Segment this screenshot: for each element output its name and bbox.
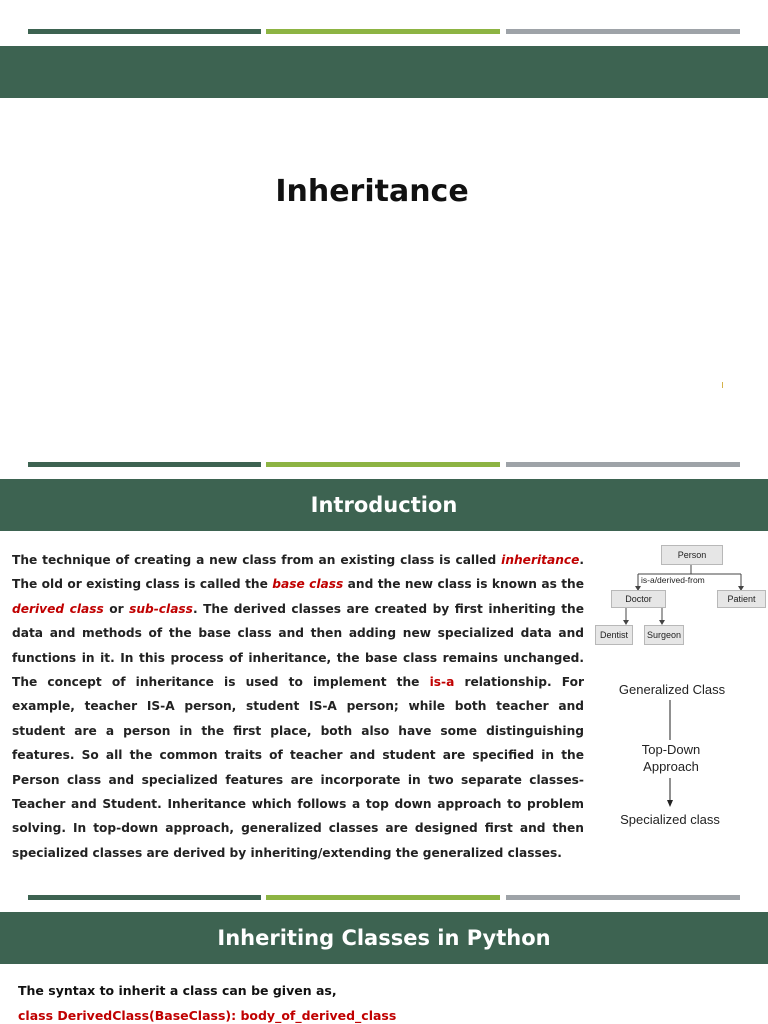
syntax-intro: The syntax to inherit a class can be given as, — [18, 983, 337, 998]
stripe-gray — [506, 29, 740, 34]
emphasized-term: derived class — [12, 601, 104, 616]
specialized-class-label: Specialized class — [620, 812, 720, 827]
intro-paragraph — [12, 548, 584, 865]
syntax-code: class DerivedClass(BaseClass): body_of_derived_class — [18, 1008, 397, 1023]
section-heading-introduction — [0, 479, 768, 531]
tree-edge-label: is-a/derived-from — [641, 575, 705, 585]
tree-node-surgeon: Surgeon — [644, 625, 684, 645]
generalized-class-label: Generalized Class — [618, 682, 726, 697]
emphasized-term: base class — [272, 577, 344, 592]
paragraph-text: and the new class is known as the — [343, 577, 584, 592]
section-heading-inheriting-classes — [0, 912, 768, 964]
stripe-gray — [506, 462, 740, 467]
emphasized-term: inheritance — [501, 553, 580, 567]
approach-label: Approach — [643, 759, 699, 774]
title-band — [0, 46, 768, 98]
stripe-dark — [28, 462, 261, 467]
stripe-green — [266, 29, 500, 34]
paragraph-text: . The old or existing class is called the — [12, 553, 584, 592]
top-down-label: Top-Down — [641, 742, 701, 757]
tree-node-dentist: Dentist — [595, 625, 633, 645]
stripe-dark — [28, 895, 261, 900]
decorative-mark — [722, 382, 723, 388]
paragraph-text: relationship. For example, teacher IS-A person, student IS-A person; while both teacher and student are a person in the first place, both also have some distinguishing features. So all the common traits of teacher and student are specified in the Person class and specialized features are incorporate in two separate classes- Teacher and Student. Inheritance which follows a top down approach to problem solving. In top-down approach, generalized classes are designed first and then specialized classes are derived by inheriting/extending the generalized classes. — [12, 675, 584, 860]
emphasized-term: is-a — [429, 675, 455, 690]
paragraph-text: The technique of creating a new class from an existing class is called — [12, 553, 502, 567]
stripe-green — [266, 895, 500, 900]
tree-node-doctor: Doctor — [611, 590, 666, 608]
stripe-dark — [28, 29, 261, 34]
tree-node-patient: Patient — [717, 590, 766, 608]
paragraph-text: . The derived classes are created by first inheriting the data and methods of the base class and then adding new specialized data and functions in it. In this process of inheritance, the base class remains unchanged. The concept of inheritance is used to implement the — [12, 601, 584, 690]
stripe-green — [266, 462, 500, 467]
heading-text: Introduction — [310, 493, 458, 517]
stripe-gray — [506, 895, 740, 900]
tree-node-person: Person — [661, 545, 723, 565]
paragraph-text: or — [103, 601, 130, 616]
emphasized-term: sub-class — [129, 601, 193, 616]
slide-title: Inheritance — [275, 174, 469, 209]
heading-text: Inheriting Classes in Python — [217, 926, 551, 950]
